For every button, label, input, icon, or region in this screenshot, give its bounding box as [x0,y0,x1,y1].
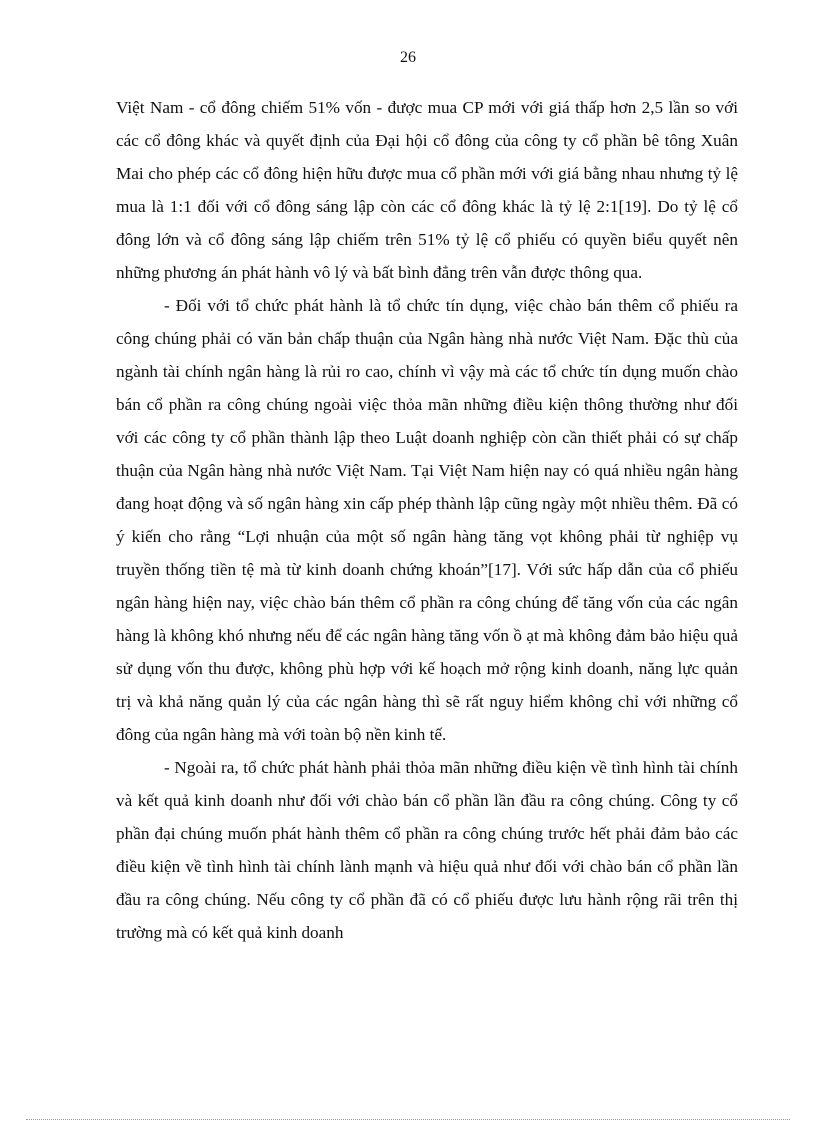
paragraph-financial-conditions: - Ngoài ra, tổ chức phát hành phải thỏa mãn những điều kiện về tình hình tài chính và kết quả kinh doanh như đối với chào bán cổ phần lần đầu ra công chúng. Công ty cổ phần đại chúng muốn phát hành thêm cổ phần ra công chúng trước hết phải đảm bảo các điều kiện về tình hình tài chính lành mạnh và hiệu quả như đối với chào bán cổ phần lần đầu ra công chúng. Nếu công ty cổ phần đã có cổ phiếu được lưu hành rộng rãi trên thị trường mà có kết quả kinh doanh [116,758,738,942]
page-number: 26 [400,49,416,66]
paragraph-continuation: Việt Nam - cổ đông chiếm 51% vốn - được mua CP mới với giá thấp hơn 2,5 lần so với các cổ đông khác và quyết định của Đại hội cổ đông của công ty cổ phần bê tông Xuân Mai cho phép các cổ đông hiện hữu được mua cổ phần mới với giá bằng nhau nhưng tỷ lệ mua là 1:1 đối với cổ đông sáng lập còn các cổ đông khác là tỷ lệ 2:1[19]. Do tỷ lệ cổ đông lớn và cổ đông sáng lập chiếm trên 51% tỷ lệ cổ phiếu có quyền biểu quyết nên những phương án phát hành vô lý và bất bình đẳng trên vẫn được thông qua. [116,98,738,282]
page-bottom-divider [26,1119,790,1120]
paragraph-credit-institutions: - Đối với tổ chức phát hành là tổ chức tín dụng, việc chào bán thêm cổ phiếu ra công chúng phải có văn bản chấp thuận của Ngân hàng nhà nước Việt Nam. Đặc thù của ngành tài chính ngân hàng là rủi ro cao, chính vì vậy mà các tổ chức tín dụng muốn chào bán cổ phần ra công chúng ngoài việc thỏa mãn những điều kiện thông thường như đối với các công ty cổ phần thành lập theo Luật doanh nghiệp còn cần thiết phải có sự chấp thuận của Ngân hàng nhà nước Việt Nam. Tại Việt Nam hiện nay có quá nhiều ngân hàng đang hoạt động và số ngân hàng xin cấp phép thành lập cũng ngày một nhiều thêm. Đã có ý kiến cho rằng “Lợi nhuận của một số ngân hàng tăng vọt không phải từ nghiệp vụ truyền thống tiền tệ mà từ kinh doanh chứng khoán”[17]. Với sức hấp dẫn của cổ phiếu ngân hàng hiện nay, việc chào bán thêm cổ phần ra công chúng để tăng vốn của các ngân hàng là không khó nhưng nếu để các ngân hàng tăng vốn ồ ạt mà không đảm bảo hiệu quả sử dụng vốn thu được, không phù hợp với kế hoạch mở rộng kinh doanh, năng lực quản trị và khả năng quản lý của các ngân hàng thì sẽ rất nguy hiểm không chỉ với những cổ đông của ngân hàng mà với toàn bộ nền kinh tế. [116,296,738,744]
document-body [116,91,738,949]
